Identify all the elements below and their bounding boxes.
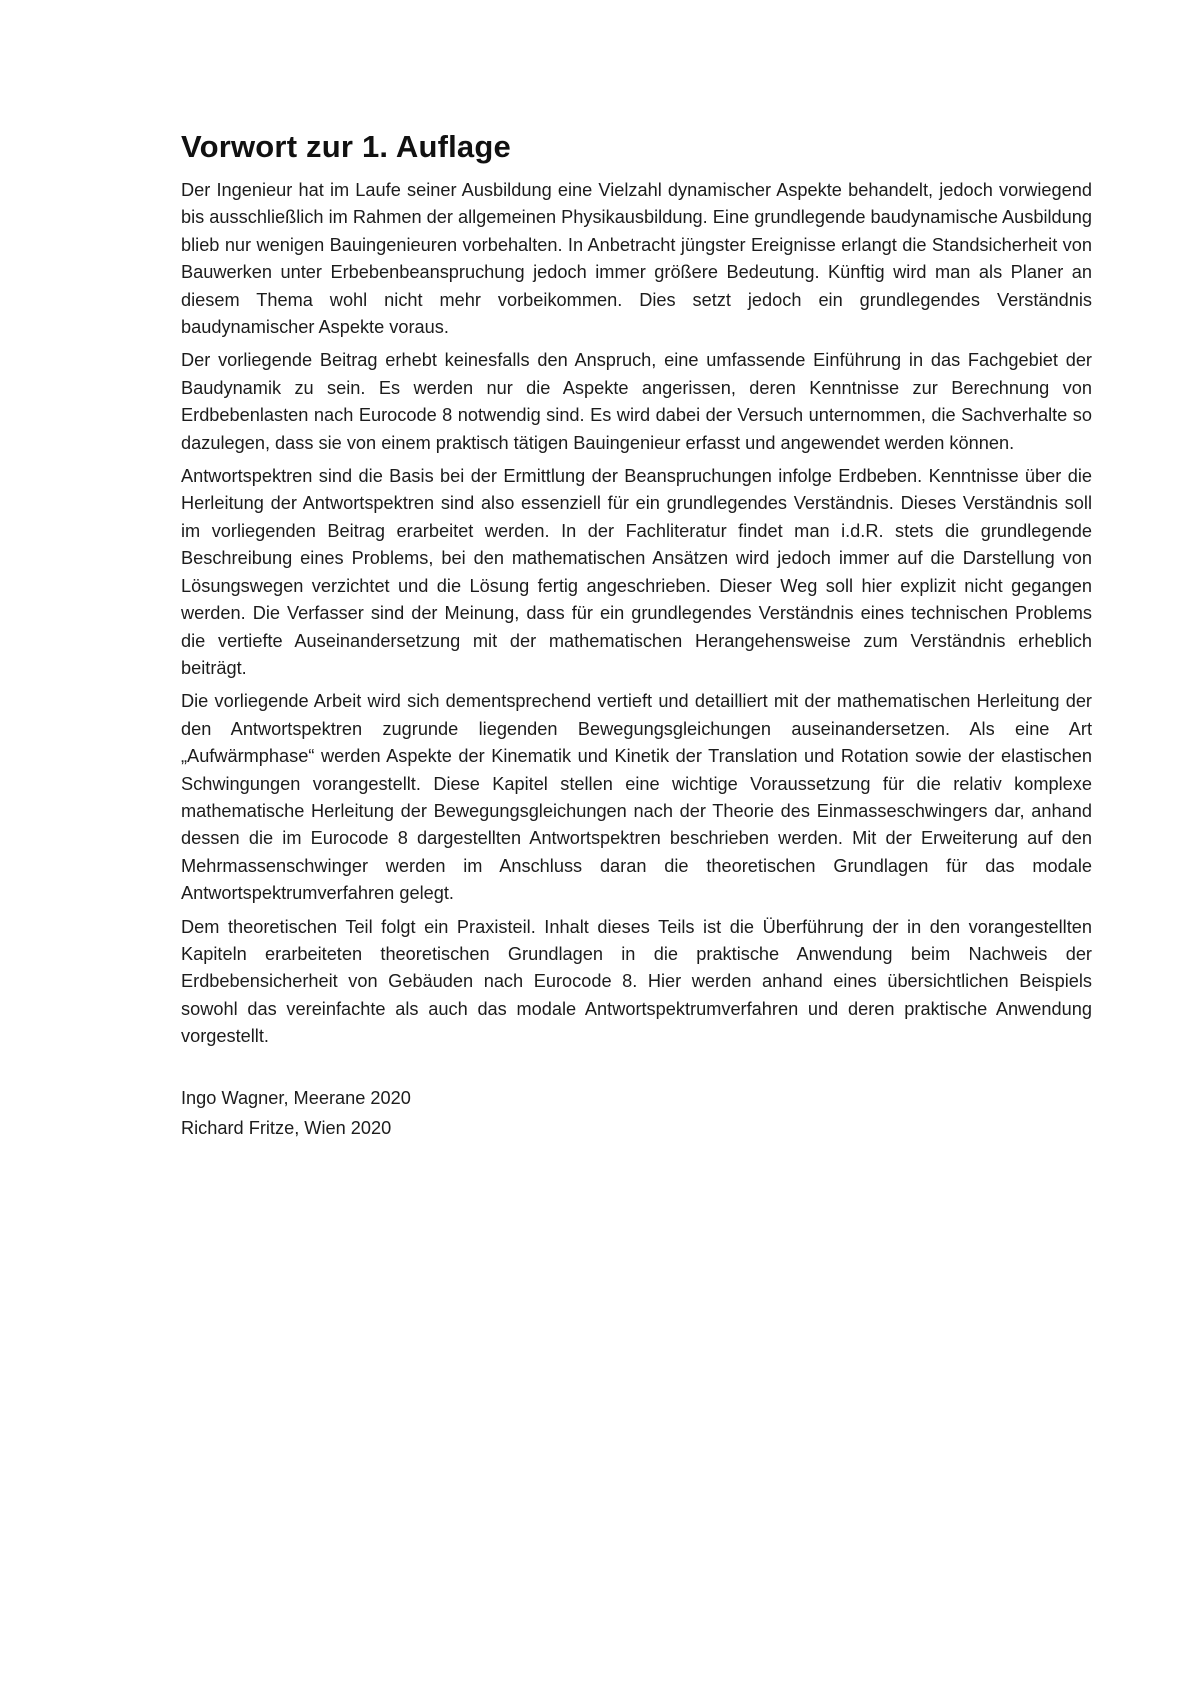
paragraph-3: Antwortspektren sind die Basis bei der Ermittlung der Beanspruchungen infolge Erdbeben. Kenntnisse über die Herleitung der Antwortspektren sind also essenziell für ein grundlegendes Verständnis. Dieses Verständnis soll im vorliegenden Beitrag erarbeitet werden. In der Fachliteratur findet man i.d.R. stets die grundlegende Beschreibung eines Problems, bei den mathematischen Ansätzen wird jedoch immer auf die Darstellung von Lösungswegen verzichtet und die Lösung fertig angeschrieben. Dieser Weg soll hier explizit nicht gegangen werden. Die Verfasser sind der Meinung, dass für ein grundlegendes Verständnis eines technischen Problems die vertiefte Auseinandersetzung mit der mathematischen Herangehensweise zum Verständnis erheblich beiträgt. <box>181 466 1092 678</box>
page-title: Vorwort zur 1. Auflage <box>181 129 511 164</box>
paragraph-4: Die vorliegende Arbeit wird sich dementsprechend vertieft und detailliert mit der mathematischen Herleitung der den Antwortspektren zugrunde liegenden Bewegungsgleichungen auseinandersetzen. Als eine Art „Aufwärmphase“ werden Aspekte der Kinematik und Kinetik der Translation und Rotation sowie der elastischen Schwingungen vorangestellt. Diese Kapitel stellen eine wichtige Voraussetzung für die relativ komplexe mathematische Herleitung der Bewegungsgleichungen nach der Theorie des Einmasseschwingers dar, anhand dessen die im Eurocode 8 dargestellten Antwortspektren beschrieben werden. Mit der Erweiterung auf den Mehrmassenschwinger werden im Anschluss daran die theoretischen Grundlagen für das modale Antwortspektrumverfahren gelegt. <box>181 691 1092 904</box>
paragraph-5: Dem theoretischen Teil folgt ein Praxisteil. Inhalt dieses Teils ist die Überführung der in den vorangestellten Kapiteln erarbeiteten theoretischen Grundlagen in die praktische Anwendung beim Nachweis der Erdbebensicherheit von Gebäuden nach Eurocode 8. Hier werden anhand eines übersichtlichen Beispiels sowohl das vereinfachte als auch das modale Antwortspektrumverfahren und deren praktische Anwendung vorgestellt. <box>181 916 1092 1047</box>
signature-author-2: Richard Fritze, Wien 2020 <box>181 1117 392 1138</box>
signature-author-1: Ingo Wagner, Meerane 2020 <box>181 1087 411 1108</box>
page-content <box>181 128 1092 1143</box>
signature-block <box>181 1083 1092 1143</box>
paragraph-2: Der vorliegende Beitrag erhebt keinesfalls den Anspruch, eine umfassende Einführung in das Fachgebiet der Baudynamik zu sein. Es werden nur die Aspekte angerissen, deren Kenntnisse zur Berechnung von Erdbebenlasten nach Eurocode 8 notwendig sind. Es wird dabei der Versuch unternommen, die Sachverhalte so dazulegen, dass sie von einem praktisch tätigen Bauingenieur erfasst und angewendet werden können. <box>181 350 1092 453</box>
paragraph-1: Der Ingenieur hat im Laufe seiner Ausbildung eine Vielzahl dynamischer Aspekte behandelt, jedoch vorwiegend bis ausschließlich im Rahmen der allgemeinen Physikausbildung. Eine grundlegende baudynamische Ausbildung blieb nur wenigen Bauingenieuren vorbehalten. In Anbetracht jüngster Ereignisse erlangt die Standsicherheit von Bauwerken unter Erbebenbeanspruchung jedoch immer größere Bedeutung. Künftig wird man als Planer an diesem Thema wohl nicht mehr vorbeikommen. Dies setzt jedoch ein grundlegendes Verständnis baudynamischer Aspekte voraus. <box>181 180 1092 338</box>
